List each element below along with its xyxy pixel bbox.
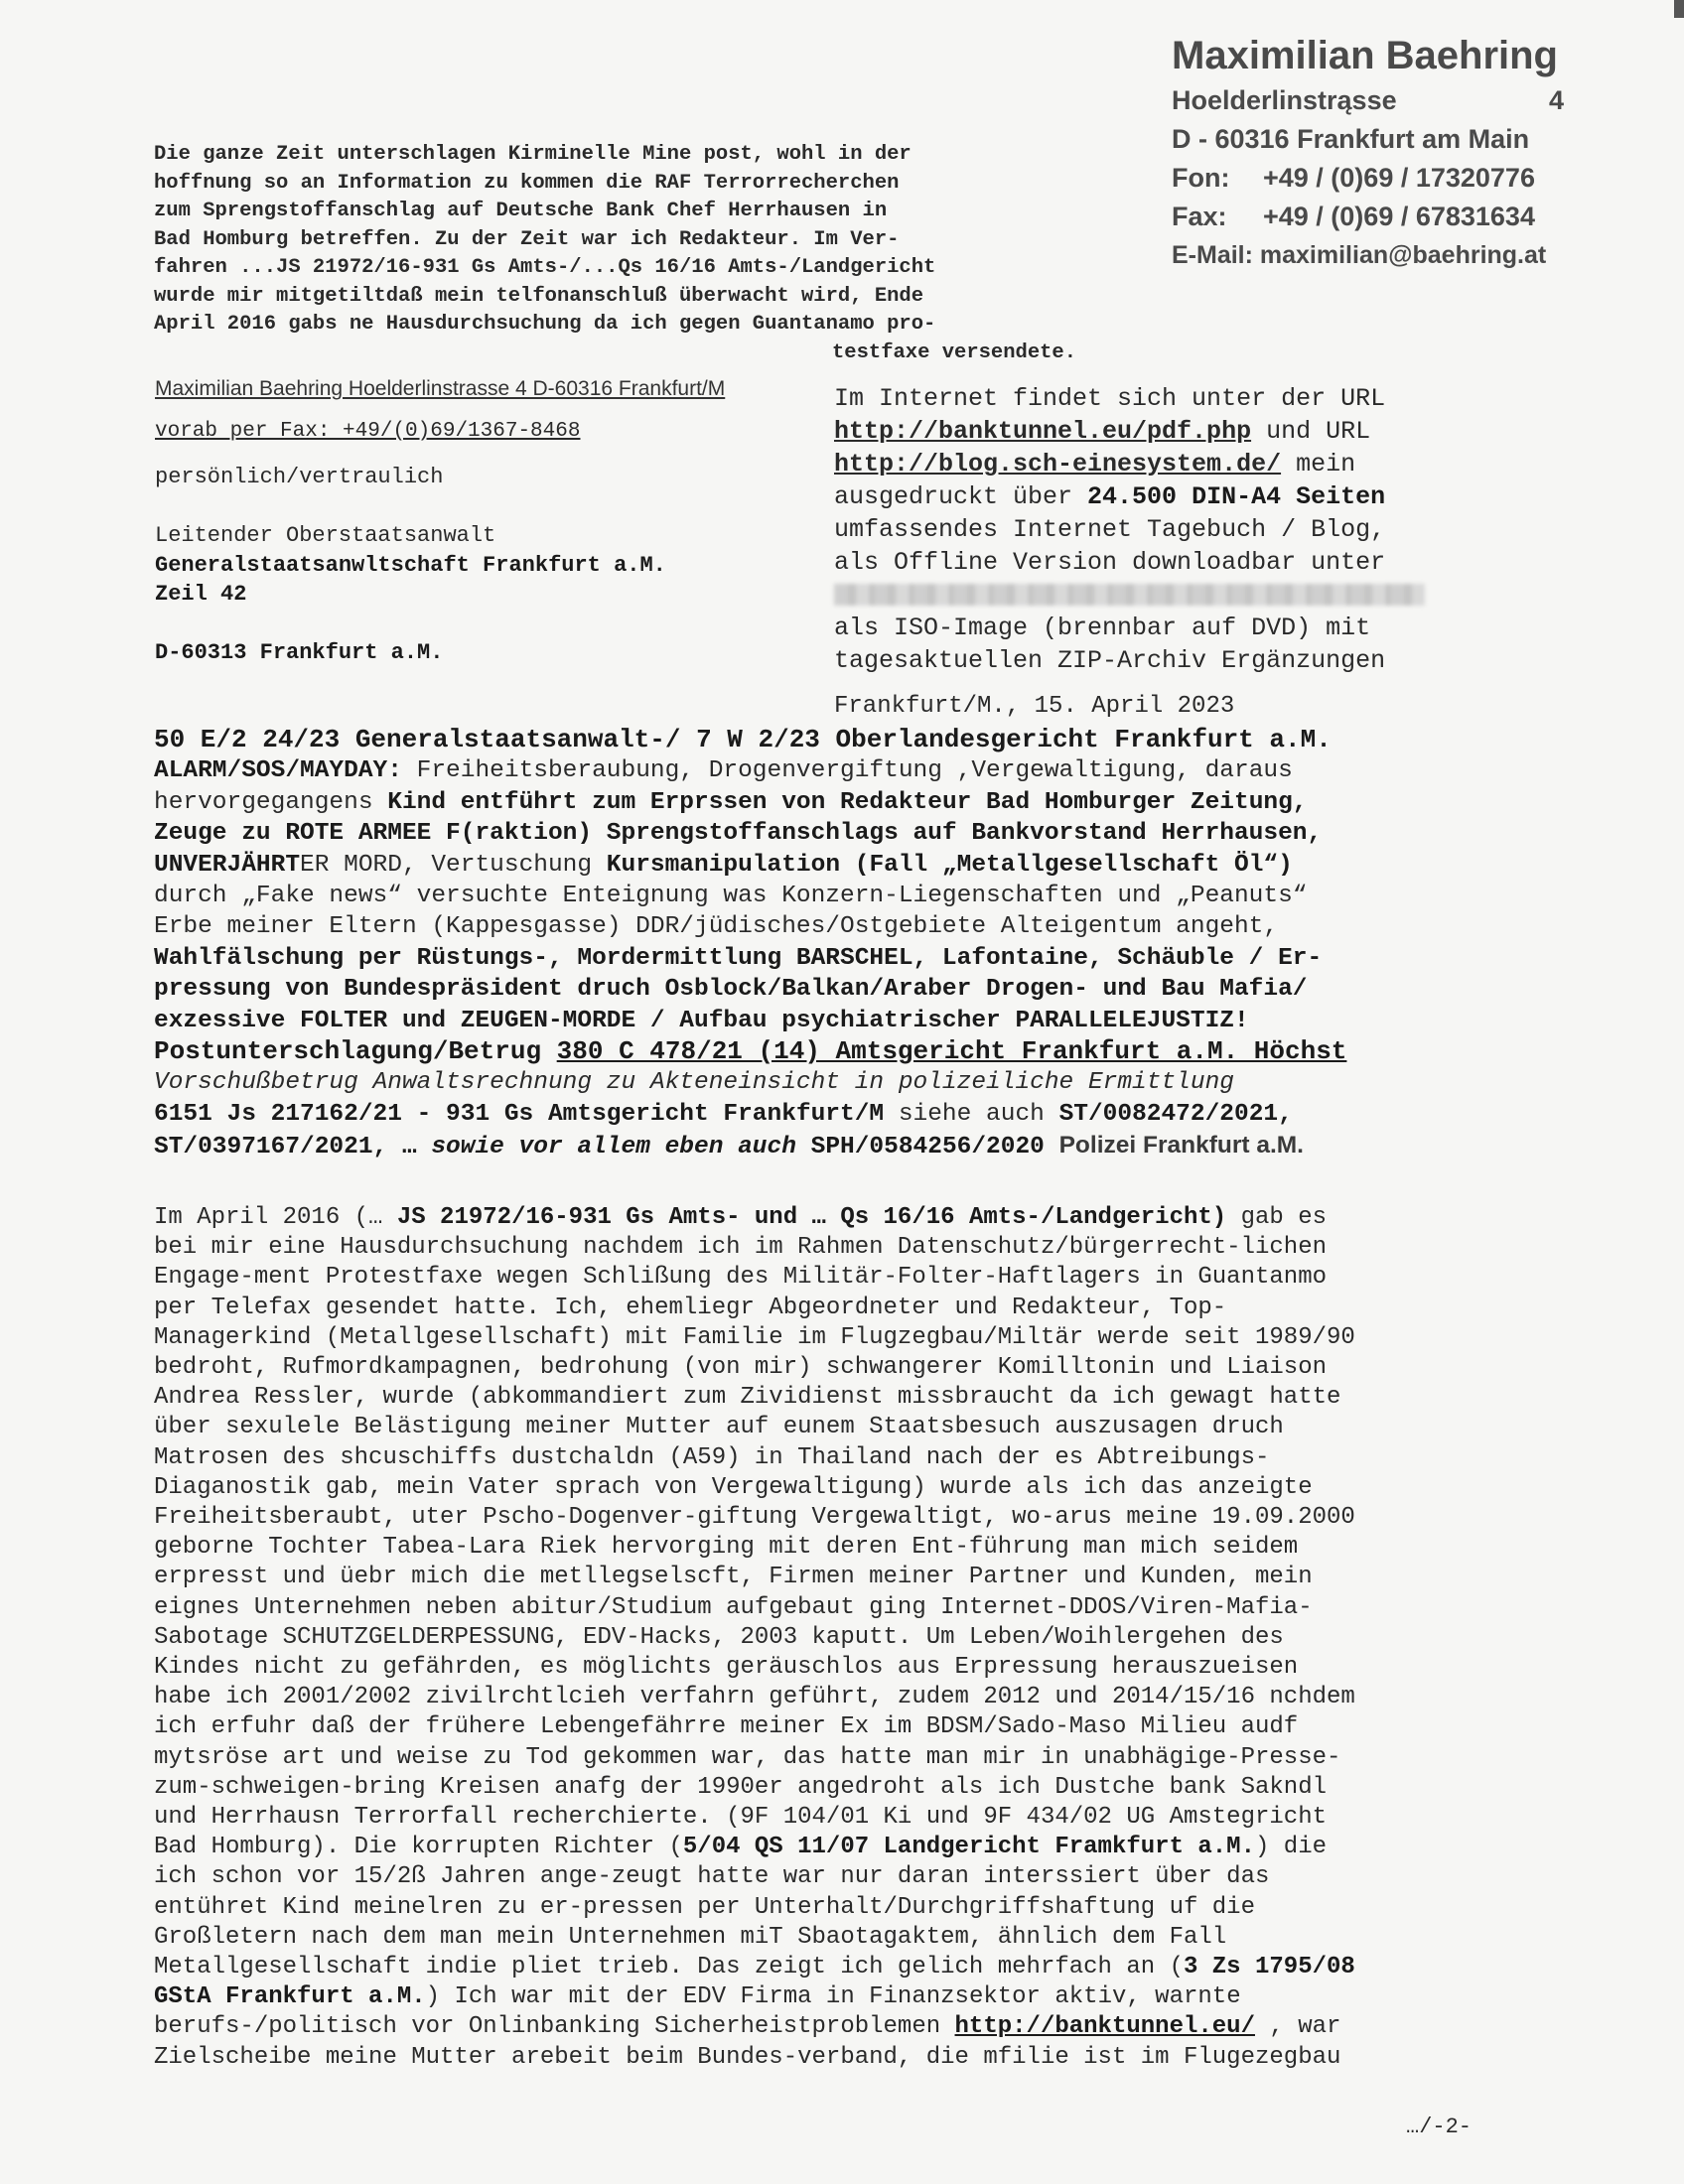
recipient-office: Generalstaatsanwltschaft Frankfurt a.M. bbox=[155, 552, 666, 578]
sender-letterhead bbox=[1172, 30, 1589, 275]
sender-house-number: 4 bbox=[1549, 85, 1565, 115]
body-line: Managerkind (Metallgesellschaft) mit Familie im Flugzegbau/Miltär werde seit 1989/90 bbox=[154, 1323, 1355, 1351]
phone-label: Fon: bbox=[1172, 163, 1230, 193]
case-number-underlined: 380 C 478/21 (14) Amtsgericht Frankfurt a.M. Höchst bbox=[556, 1036, 1347, 1067]
body-line: geborne Tochter Tabea-Lara Riek hervorging mit deren Ent-führung man mich seidem bbox=[154, 1534, 1299, 1562]
subject-bold-text: Polizei Frankfurt a.M. bbox=[1058, 1132, 1304, 1160]
subject-text: hervorgegangens bbox=[154, 788, 388, 816]
intro-note bbox=[154, 141, 1137, 367]
page-count: 24.500 DIN-A4 Seiten bbox=[1087, 482, 1386, 511]
body-line bbox=[154, 2012, 1544, 2042]
alarm-label: ALARM/SOS/MAYDAY: bbox=[154, 757, 402, 785]
sender-street: Hoelderlinstrąsse bbox=[1172, 85, 1397, 115]
body-line: ich erfuhr daß der frühere Lebengefährre meiner Ex im BDSM/Sado-Maso Milieu audf bbox=[154, 1713, 1299, 1741]
subject-text: siehe auch bbox=[884, 1100, 1059, 1128]
info-line: tagesaktuellen ZIP-Archiv Ergänzungen bbox=[834, 646, 1386, 675]
body-text bbox=[154, 1203, 1544, 2073]
page-continuation-marker: …/-2- bbox=[1406, 2115, 1473, 2139]
banktunnel-link[interactable]: http://banktunnel.eu/ bbox=[954, 2013, 1255, 2041]
fax-number: +49 / (0)69 / 67831634 bbox=[1263, 202, 1535, 231]
subject-block bbox=[154, 725, 1544, 1163]
info-line bbox=[834, 415, 1489, 448]
recipient-street: Zeil 42 bbox=[155, 582, 247, 607]
sender-city: D - 60316 Frankfurt am Main bbox=[1172, 124, 1530, 154]
body-line: Engage-ment Protestfaxe wegen Schlißung des Militär-Folter-Haftlagers in Guantanmo bbox=[154, 1264, 1327, 1292]
intro-line: zum Sprengstoffanschlag auf Deutsche Bank Chef Herrhausen in bbox=[154, 200, 888, 222]
intro-line: wurde mir mitgetiltdaß mein telfonanschluß überwacht wird, Ende bbox=[154, 284, 924, 308]
info-line bbox=[834, 480, 1489, 513]
body-line: bei mir eine Hausdurchsuchung nachdem ich im Rahmen Datenschutz/bürgerrecht-lichen bbox=[154, 1234, 1327, 1262]
phone-number: +49 / (0)69 / 17320776 bbox=[1263, 163, 1535, 193]
body-line bbox=[154, 1982, 1544, 2012]
body-line: habe ich 2001/2002 zivilrchtlcieh verfahrn geführt, zudem 2012 und 2014/15/16 nchdem bbox=[154, 1684, 1355, 1711]
body-line: mytsröse art und weise zu Tod gekommen war, das hatte man mir in unabhägige-Presse- bbox=[154, 1743, 1341, 1771]
sender-name: Maximilian Baehring bbox=[1172, 34, 1558, 77]
body-bold-span: GStA Frankfurt a.M. bbox=[154, 1983, 426, 2011]
subject-bold-text: Kursmanipulation (Fall „Metallgesellschaft Öl“) bbox=[606, 851, 1293, 879]
return-address: Maximilian Baehring Hoelderlinstrasse 4 D-60316 Frankfurt/M bbox=[155, 377, 726, 400]
subject-bold-text: Kind entführt zum Erprssen von Redakteur Bad Homburger Zeitung, bbox=[387, 788, 1308, 816]
subject-line bbox=[154, 1130, 1544, 1162]
body-line: erpresst und üebr mich die metllegselscft, Firmen meiner Partner und Kunden, mein bbox=[154, 1564, 1313, 1591]
body-line: Sabotage SCHUTZGELDERPESSUNG, EDV-Hacks, 2003 kaputt. Um Leben/Woihlergehen des bbox=[154, 1623, 1284, 1651]
body-bold-span: 5/04 QS 11/07 Landgericht Framkfurt a.M. bbox=[682, 1834, 1255, 1861]
info-line bbox=[834, 448, 1489, 480]
body-line: Andrea Ressler, wurde (abkommandiert zum Zividienst missbraucht da ich gewagt hatte bbox=[154, 1384, 1341, 1412]
subject-line bbox=[154, 1099, 1544, 1130]
body-line: entühret Kind meinelren zu er-pressen per Unterhalt/Durchgriffshaftung uf die bbox=[154, 1893, 1255, 1921]
subject-line bbox=[154, 787, 1544, 818]
body-line: Matrosen des shcuschiffs dustchaldn (A59) in Thailand nach der es Abtreibungs- bbox=[154, 1443, 1270, 1471]
sender-street-line bbox=[1172, 81, 1589, 120]
info-line: Im Internet findet sich unter der URL bbox=[834, 384, 1386, 413]
subject-bold-text: 6151 Js 217162/21 - 931 Gs Amtsgericht Frankfurt/M bbox=[154, 1100, 885, 1128]
subject-line bbox=[154, 850, 1544, 881]
subject-bold-text: ST/0082472/2021, bbox=[1058, 1100, 1293, 1128]
info-text: ausgedruckt über bbox=[834, 482, 1088, 511]
body-line: bedroht, Rufmordkampagnen, bedrohung (von mir) schwangerer Komilltonin und Liaison bbox=[154, 1354, 1327, 1382]
body-line: und Herrhausn Terrorfall recherchierte. (9F 104/01 Ki und 9F 434/02 UG Amstegricht bbox=[154, 1804, 1327, 1832]
info-line: als ISO-Image (brennbar auf DVD) mit bbox=[834, 614, 1371, 642]
scan-edge-mark bbox=[1674, 0, 1684, 18]
subject-line bbox=[154, 1036, 1544, 1067]
info-line: als Offline Version downloadbar unter bbox=[834, 548, 1386, 577]
advance-fax-line: vorab per Fax: +49/(0)69/1367-8468 bbox=[155, 420, 581, 443]
recipient-city: D-60313 Frankfurt a.M. bbox=[155, 640, 444, 665]
subject-bold-text: ST/0397167/2021, … bbox=[154, 1134, 432, 1161]
body-bold-span: 3 Zs 1795/08 bbox=[1183, 1954, 1355, 1981]
subject-line: durch „Fake news“ versuchte Enteignung was Konzern-Liegenschaften und „Peanuts“ bbox=[154, 883, 1308, 910]
body-line bbox=[154, 1953, 1544, 1982]
info-text: und URL bbox=[1251, 417, 1371, 446]
body-line: Großletern nach dem man mein Unternehmen miT Sbaotagaktem, ähnlich dem Fall bbox=[154, 1923, 1227, 1951]
body-text-span: ) Ich war mit der EDV Firma in Finanzsektor aktiv, warnte bbox=[425, 1983, 1241, 2011]
subject-line: Zeuge zu ROTE ARMEE F(raktion) Sprengstoffanschlags auf Bankvorstand Herrhausen, bbox=[154, 820, 1323, 848]
body-line bbox=[154, 1203, 1544, 1233]
blog-link[interactable]: http://blog.sch-einesystem.de/ bbox=[834, 450, 1282, 478]
subject-line: Erbe meiner Eltern (Kappesgasse) DDR/jüdisches/Ostgebiete Alteigentum angeht, bbox=[154, 913, 1279, 941]
intro-line: testfaxe versendete. bbox=[832, 341, 1077, 364]
body-line: Kindes nicht zu gefährden, es möglichts geräuschlos aus Erpressung herauszueisen bbox=[154, 1654, 1299, 1682]
subject-text: Freiheitsberaubung, Drogenvergiftung ,Vergewaltigung, daraus bbox=[401, 757, 1293, 785]
recipient-block bbox=[155, 463, 666, 668]
sender-fax-line bbox=[1172, 198, 1589, 236]
subject-text: ER MORD, Vertuschung bbox=[300, 851, 607, 879]
subject-line: Vorschußbetrug Anwaltsrechnung zu Akteneinsicht in polizeiliche Ermittlung bbox=[154, 1069, 1234, 1097]
body-text-span: ) die bbox=[1254, 1834, 1327, 1861]
subject-bold-text: Postunterschlagung/Betrug bbox=[154, 1036, 557, 1067]
body-text-span: Bad Homburg). Die korrupten Richter ( bbox=[154, 1834, 683, 1861]
body-line: ich schon vor 15/2ß Jahren ange-zeugt hatte war nur daran interssiert über das bbox=[154, 1863, 1270, 1891]
intro-line: hoffnung so an Information zu kommen die RAF Terrorrecherchen bbox=[154, 171, 900, 195]
body-text-span: Metallgesellschaft indie pliet trieb. Das zeigt ich gelich mehrfach an ( bbox=[154, 1954, 1184, 1981]
info-line: umfassendes Internet Tagebuch / Blog, bbox=[834, 515, 1386, 544]
recipient-title: Leitender Oberstaatsanwalt bbox=[155, 523, 496, 548]
letter-date: Frankfurt/M., 15. April 2023 bbox=[834, 693, 1235, 720]
subject-line: pressung von Bundespräsident druch Osblock/Balkan/Araber Drogen- und Bau Mafia/ bbox=[154, 976, 1308, 1004]
body-text-span: , war bbox=[1254, 2013, 1341, 2041]
body-text-span: Im April 2016 (… bbox=[154, 1204, 397, 1231]
intro-line: fahren ...JS 21972/16-931 Gs Amts-/...Qs 16/16 Amts-/Landgericht bbox=[154, 256, 936, 279]
reference-line: 50 E/2 24/23 Generalstaatsanwalt-/ 7 W 2/23 Oberlandesgericht Frankfurt a.M. bbox=[154, 725, 1332, 754]
body-line: über sexulele Belästigung meiner Mutter auf eunem Staatsbesuch auszusagen druch bbox=[154, 1414, 1284, 1441]
intro-line: Die ganze Zeit unterschlagen Kirminelle Mine post, wohl in der bbox=[154, 143, 912, 166]
confidential-note: persönlich/vertraulich bbox=[155, 465, 444, 489]
body-line: eignes Unternehmen neben abitur/Studium aufgebaut ging Internet-DDOS/Viren-Mafia- bbox=[154, 1593, 1313, 1621]
sender-email: E-Mail: maximilian@baehring.at bbox=[1172, 241, 1547, 269]
body-line: Zielscheibe meine Mutter arebeit beim Bundes-verband, die mfilie ist im Flugezegbau bbox=[154, 2043, 1341, 2071]
body-line: Freiheitsberaubt, uter Pscho-Dogenver-giftung Vergewaltigt, wo-arus meine 19.09.2000 bbox=[154, 1504, 1355, 1532]
subject-bold-text: SPH/0584256/2020 bbox=[795, 1134, 1059, 1161]
redacted-download-url bbox=[834, 579, 1489, 612]
subject-line: exzessive FOLTER und ZEUGEN-MORDE / Aufbau psychiatrischer PARALLELEJUSTIZ! bbox=[154, 1007, 1249, 1034]
subject-line: Wahlfälschung per Rüstungs-, Mordermittlung BARSCHEL, Lafontaine, Schäuble / Er- bbox=[154, 944, 1323, 972]
body-line: per Telefax gesendet hatte. Ich, ehemliegr Abgeordneter und Redakteur, Top- bbox=[154, 1294, 1227, 1321]
intro-line: April 2016 gabs ne Hausdurchsuchung da ich gegen Guantanamo pro- bbox=[154, 313, 936, 336]
redaction-blur bbox=[834, 584, 1425, 606]
body-line: zum-schweigen-bring Kreisen anafg der 1990er angedroht als ich Dustche bank Sakndl bbox=[154, 1773, 1327, 1801]
subject-bold-text: UNVERJÄHRT bbox=[154, 851, 301, 879]
intro-line: Bad Homburg betreffen. Zu der Zeit war ich Redakteur. Im Ver- bbox=[154, 227, 900, 251]
body-bold-span: JS 21972/16-931 Gs Amts- und … Qs 16/16 Amts-/Landgericht) bbox=[396, 1204, 1227, 1231]
info-text: mein bbox=[1281, 450, 1356, 478]
body-line bbox=[154, 1833, 1544, 1862]
body-text-span: berufs-/politisch vor Onlinbanking Sicherheistproblemen bbox=[154, 2013, 955, 2041]
body-line: Diaganostik gab, mein Vater sprach von Vergewaltigung) wurde als ich das anzeigte bbox=[154, 1473, 1313, 1501]
body-text-span: gab es bbox=[1226, 1204, 1328, 1231]
internet-info-block bbox=[834, 382, 1489, 677]
sender-phone-line bbox=[1172, 159, 1589, 198]
subject-italic-text: sowie vor allem eben auch bbox=[431, 1134, 796, 1161]
subject-line bbox=[154, 755, 1544, 786]
fax-label: Fax: bbox=[1172, 202, 1227, 231]
banktunnel-pdf-link[interactable]: http://banktunnel.eu/pdf.php bbox=[834, 417, 1252, 446]
